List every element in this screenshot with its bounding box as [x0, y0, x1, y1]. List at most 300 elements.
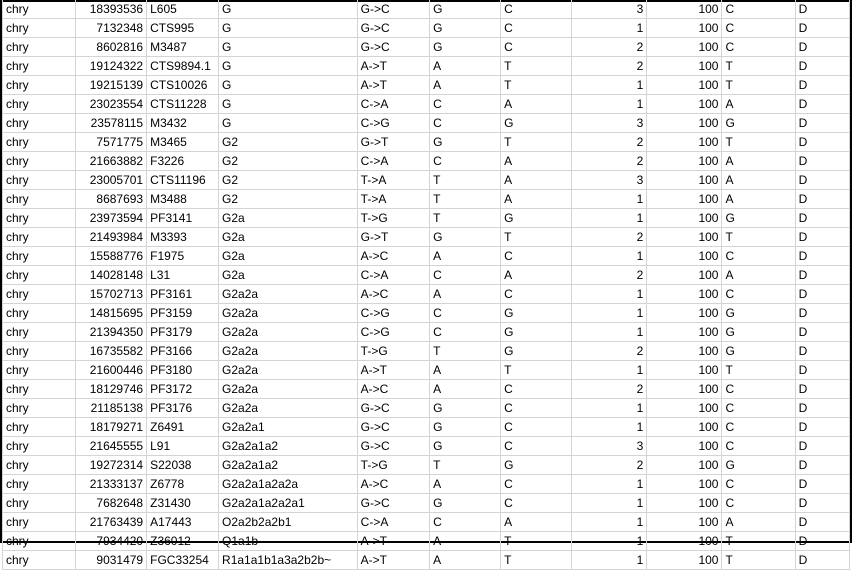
cell-pos[interactable]: 18179271: [76, 418, 147, 437]
cell-count[interactable]: 3: [572, 437, 647, 456]
cell-haplogroup[interactable]: G: [219, 114, 358, 133]
cell-call[interactable]: T: [722, 532, 795, 551]
cell-d[interactable]: D: [795, 456, 849, 475]
cell-anc[interactable]: A: [430, 380, 501, 399]
cell-snp[interactable]: CTS11196: [147, 171, 219, 190]
cell-pct[interactable]: 100: [647, 304, 722, 323]
cell-haplogroup[interactable]: G2a2a1: [219, 418, 358, 437]
cell-der[interactable]: C: [501, 285, 572, 304]
cell-count[interactable]: 3: [572, 0, 647, 19]
cell-d[interactable]: D: [795, 57, 849, 76]
cell-chr[interactable]: chry: [3, 76, 76, 95]
cell-call[interactable]: C: [722, 494, 795, 513]
cell-chr[interactable]: chry: [3, 133, 76, 152]
cell-call[interactable]: C: [722, 437, 795, 456]
cell-snp[interactable]: Z6491: [147, 418, 219, 437]
cell-mutation[interactable]: T->A: [357, 171, 429, 190]
cell-mutation[interactable]: A->T: [357, 551, 429, 570]
cell-count[interactable]: 1: [572, 361, 647, 380]
cell-d[interactable]: D: [795, 380, 849, 399]
cell-der[interactable]: G: [501, 342, 572, 361]
cell-snp[interactable]: PF3161: [147, 285, 219, 304]
cell-snp[interactable]: Z31430: [147, 494, 219, 513]
cell-call[interactable]: C: [722, 285, 795, 304]
cell-anc[interactable]: C: [430, 304, 501, 323]
cell-haplogroup[interactable]: G2a: [219, 209, 358, 228]
cell-snp[interactable]: CTS995: [147, 19, 219, 38]
cell-chr[interactable]: chry: [3, 0, 76, 19]
cell-chr[interactable]: chry: [3, 114, 76, 133]
cell-pct[interactable]: 100: [647, 342, 722, 361]
cell-pct[interactable]: 100: [647, 494, 722, 513]
cell-der[interactable]: A: [501, 266, 572, 285]
cell-call[interactable]: C: [722, 0, 795, 19]
cell-d[interactable]: D: [795, 437, 849, 456]
cell-count[interactable]: 1: [572, 19, 647, 38]
cell-d[interactable]: D: [795, 76, 849, 95]
cell-snp[interactable]: M3393: [147, 228, 219, 247]
cell-haplogroup[interactable]: G2a2a: [219, 323, 358, 342]
cell-pos[interactable]: 19215139: [76, 76, 147, 95]
cell-count[interactable]: 2: [572, 380, 647, 399]
cell-pos[interactable]: 14028148: [76, 266, 147, 285]
cell-pct[interactable]: 100: [647, 437, 722, 456]
cell-anc[interactable]: G: [430, 494, 501, 513]
cell-anc[interactable]: C: [430, 114, 501, 133]
cell-der[interactable]: T: [501, 57, 572, 76]
cell-chr[interactable]: chry: [3, 418, 76, 437]
cell-call[interactable]: C: [722, 247, 795, 266]
cell-count[interactable]: 1: [572, 190, 647, 209]
cell-count[interactable]: 2: [572, 38, 647, 57]
cell-pos[interactable]: 21645555: [76, 437, 147, 456]
cell-d[interactable]: D: [795, 399, 849, 418]
cell-mutation[interactable]: G->T: [357, 133, 429, 152]
cell-count[interactable]: 2: [572, 342, 647, 361]
cell-call[interactable]: T: [722, 76, 795, 95]
cell-snp[interactable]: CTS10026: [147, 76, 219, 95]
cell-call[interactable]: A: [722, 152, 795, 171]
cell-chr[interactable]: chry: [3, 342, 76, 361]
cell-pct[interactable]: 100: [647, 57, 722, 76]
cell-chr[interactable]: chry: [3, 95, 76, 114]
cell-count[interactable]: 3: [572, 114, 647, 133]
cell-mutation[interactable]: A->T: [357, 76, 429, 95]
cell-mutation[interactable]: A->C: [357, 285, 429, 304]
cell-pct[interactable]: 100: [647, 323, 722, 342]
cell-haplogroup[interactable]: G2: [219, 152, 358, 171]
cell-count[interactable]: 2: [572, 228, 647, 247]
cell-pos[interactable]: 23973594: [76, 209, 147, 228]
cell-count[interactable]: 1: [572, 399, 647, 418]
cell-der[interactable]: G: [501, 456, 572, 475]
cell-chr[interactable]: chry: [3, 190, 76, 209]
cell-snp[interactable]: S22038: [147, 456, 219, 475]
cell-snp[interactable]: M3487: [147, 38, 219, 57]
cell-pct[interactable]: 100: [647, 266, 722, 285]
cell-d[interactable]: D: [795, 285, 849, 304]
cell-chr[interactable]: chry: [3, 247, 76, 266]
cell-der[interactable]: C: [501, 247, 572, 266]
cell-anc[interactable]: C: [430, 323, 501, 342]
cell-der[interactable]: G: [501, 209, 572, 228]
cell-der[interactable]: C: [501, 418, 572, 437]
cell-mutation[interactable]: G->C: [357, 19, 429, 38]
cell-call[interactable]: C: [722, 399, 795, 418]
cell-chr[interactable]: chry: [3, 285, 76, 304]
cell-chr[interactable]: chry: [3, 171, 76, 190]
cell-d[interactable]: D: [795, 342, 849, 361]
cell-d[interactable]: D: [795, 114, 849, 133]
cell-anc[interactable]: A: [430, 247, 501, 266]
cell-chr[interactable]: chry: [3, 228, 76, 247]
cell-anc[interactable]: T: [430, 190, 501, 209]
cell-count[interactable]: 2: [572, 57, 647, 76]
cell-chr[interactable]: chry: [3, 323, 76, 342]
cell-pct[interactable]: 100: [647, 171, 722, 190]
cell-pct[interactable]: 100: [647, 532, 722, 551]
cell-pos[interactable]: 15588776: [76, 247, 147, 266]
cell-der[interactable]: C: [501, 19, 572, 38]
cell-count[interactable]: 2: [572, 152, 647, 171]
cell-anc[interactable]: C: [430, 152, 501, 171]
cell-call[interactable]: A: [722, 513, 795, 532]
cell-pos[interactable]: 7571775: [76, 133, 147, 152]
cell-call[interactable]: A: [722, 266, 795, 285]
cell-snp[interactable]: PF3180: [147, 361, 219, 380]
cell-haplogroup[interactable]: R1a1a1b1a3a2b2b~: [219, 551, 358, 570]
cell-snp[interactable]: PF3172: [147, 380, 219, 399]
cell-anc[interactable]: A: [430, 475, 501, 494]
cell-snp[interactable]: Z6778: [147, 475, 219, 494]
cell-pos[interactable]: 21185138: [76, 399, 147, 418]
cell-count[interactable]: 1: [572, 95, 647, 114]
cell-der[interactable]: C: [501, 0, 572, 19]
cell-pct[interactable]: 100: [647, 0, 722, 19]
cell-count[interactable]: 1: [572, 513, 647, 532]
cell-chr[interactable]: chry: [3, 266, 76, 285]
cell-call[interactable]: G: [722, 304, 795, 323]
cell-snp[interactable]: CTS9894.1: [147, 57, 219, 76]
cell-count[interactable]: 1: [572, 323, 647, 342]
cell-chr[interactable]: chry: [3, 551, 76, 570]
cell-haplogroup[interactable]: G2a2a1a2a2a: [219, 475, 358, 494]
cell-der[interactable]: A: [501, 513, 572, 532]
cell-der[interactable]: C: [501, 399, 572, 418]
cell-haplogroup[interactable]: G2: [219, 190, 358, 209]
cell-der[interactable]: T: [501, 551, 572, 570]
cell-pct[interactable]: 100: [647, 38, 722, 57]
cell-pos[interactable]: 18393536: [76, 0, 147, 19]
cell-anc[interactable]: A: [430, 57, 501, 76]
cell-der[interactable]: T: [501, 532, 572, 551]
cell-mutation[interactable]: A->T: [357, 57, 429, 76]
cell-anc[interactable]: G: [430, 133, 501, 152]
cell-haplogroup[interactable]: G2a2a: [219, 342, 358, 361]
cell-pos[interactable]: 7682648: [76, 494, 147, 513]
cell-d[interactable]: D: [795, 551, 849, 570]
cell-anc[interactable]: T: [430, 171, 501, 190]
cell-call[interactable]: C: [722, 38, 795, 57]
cell-d[interactable]: D: [795, 228, 849, 247]
cell-d[interactable]: D: [795, 209, 849, 228]
cell-haplogroup[interactable]: G2a: [219, 228, 358, 247]
cell-haplogroup[interactable]: O2a2b2a2b1: [219, 513, 358, 532]
cell-pos[interactable]: 21333137: [76, 475, 147, 494]
cell-pct[interactable]: 100: [647, 114, 722, 133]
cell-anc[interactable]: G: [430, 38, 501, 57]
cell-pct[interactable]: 100: [647, 513, 722, 532]
cell-anc[interactable]: A: [430, 551, 501, 570]
cell-haplogroup[interactable]: G2: [219, 133, 358, 152]
cell-anc[interactable]: A: [430, 361, 501, 380]
cell-call[interactable]: G: [722, 114, 795, 133]
cell-mutation[interactable]: G->C: [357, 418, 429, 437]
cell-pos[interactable]: 9031479: [76, 551, 147, 570]
cell-call[interactable]: C: [722, 475, 795, 494]
cell-count[interactable]: 1: [572, 475, 647, 494]
cell-call[interactable]: G: [722, 342, 795, 361]
cell-pct[interactable]: 100: [647, 551, 722, 570]
cell-snp[interactable]: L605: [147, 0, 219, 19]
cell-pos[interactable]: 23023554: [76, 95, 147, 114]
cell-der[interactable]: A: [501, 95, 572, 114]
cell-anc[interactable]: T: [430, 342, 501, 361]
cell-snp[interactable]: PF3176: [147, 399, 219, 418]
cell-anc[interactable]: T: [430, 456, 501, 475]
cell-anc[interactable]: G: [430, 437, 501, 456]
cell-pct[interactable]: 100: [647, 228, 722, 247]
cell-chr[interactable]: chry: [3, 38, 76, 57]
cell-haplogroup[interactable]: G2a2a1a2: [219, 437, 358, 456]
cell-haplogroup[interactable]: G: [219, 57, 358, 76]
cell-mutation[interactable]: C->G: [357, 114, 429, 133]
cell-d[interactable]: D: [795, 494, 849, 513]
cell-mutation[interactable]: G->C: [357, 0, 429, 19]
cell-pct[interactable]: 100: [647, 418, 722, 437]
cell-pos[interactable]: 14815695: [76, 304, 147, 323]
cell-mutation[interactable]: A->T: [357, 532, 429, 551]
cell-der[interactable]: C: [501, 494, 572, 513]
cell-d[interactable]: D: [795, 532, 849, 551]
cell-der[interactable]: C: [501, 437, 572, 456]
cell-mutation[interactable]: G->C: [357, 494, 429, 513]
cell-der[interactable]: C: [501, 38, 572, 57]
cell-count[interactable]: 1: [572, 247, 647, 266]
cell-chr[interactable]: chry: [3, 475, 76, 494]
cell-count[interactable]: 1: [572, 532, 647, 551]
cell-anc[interactable]: G: [430, 228, 501, 247]
cell-pct[interactable]: 100: [647, 152, 722, 171]
cell-pos[interactable]: 23005701: [76, 171, 147, 190]
cell-snp[interactable]: M3488: [147, 190, 219, 209]
cell-pct[interactable]: 100: [647, 456, 722, 475]
cell-pct[interactable]: 100: [647, 95, 722, 114]
cell-d[interactable]: D: [795, 0, 849, 19]
cell-snp[interactable]: M3432: [147, 114, 219, 133]
cell-d[interactable]: D: [795, 152, 849, 171]
cell-mutation[interactable]: G->C: [357, 437, 429, 456]
cell-haplogroup[interactable]: G2a2a1a2a2a1: [219, 494, 358, 513]
cell-call[interactable]: T: [722, 228, 795, 247]
cell-pos[interactable]: 21394350: [76, 323, 147, 342]
cell-count[interactable]: 1: [572, 494, 647, 513]
cell-call[interactable]: G: [722, 209, 795, 228]
cell-chr[interactable]: chry: [3, 380, 76, 399]
cell-snp[interactable]: L91: [147, 437, 219, 456]
cell-d[interactable]: D: [795, 247, 849, 266]
cell-call[interactable]: A: [722, 171, 795, 190]
cell-anc[interactable]: A: [430, 76, 501, 95]
cell-chr[interactable]: chry: [3, 437, 76, 456]
cell-mutation[interactable]: C->A: [357, 95, 429, 114]
cell-snp[interactable]: PF3166: [147, 342, 219, 361]
cell-call[interactable]: C: [722, 19, 795, 38]
cell-pos[interactable]: 21763439: [76, 513, 147, 532]
cell-pct[interactable]: 100: [647, 361, 722, 380]
cell-snp[interactable]: L31: [147, 266, 219, 285]
cell-chr[interactable]: chry: [3, 304, 76, 323]
cell-der[interactable]: C: [501, 475, 572, 494]
cell-mutation[interactable]: C->G: [357, 304, 429, 323]
cell-pct[interactable]: 100: [647, 190, 722, 209]
cell-der[interactable]: G: [501, 323, 572, 342]
cell-der[interactable]: T: [501, 361, 572, 380]
cell-anc[interactable]: T: [430, 209, 501, 228]
cell-call[interactable]: T: [722, 57, 795, 76]
cell-d[interactable]: D: [795, 475, 849, 494]
cell-haplogroup[interactable]: G: [219, 19, 358, 38]
cell-d[interactable]: D: [795, 190, 849, 209]
cell-call[interactable]: C: [722, 380, 795, 399]
cell-d[interactable]: D: [795, 323, 849, 342]
cell-der[interactable]: A: [501, 152, 572, 171]
cell-der[interactable]: T: [501, 133, 572, 152]
cell-chr[interactable]: chry: [3, 513, 76, 532]
cell-d[interactable]: D: [795, 361, 849, 380]
cell-der[interactable]: T: [501, 228, 572, 247]
cell-d[interactable]: D: [795, 304, 849, 323]
cell-mutation[interactable]: G->C: [357, 399, 429, 418]
cell-mutation[interactable]: A->C: [357, 380, 429, 399]
cell-pct[interactable]: 100: [647, 133, 722, 152]
cell-haplogroup[interactable]: G2a2a: [219, 361, 358, 380]
cell-snp[interactable]: Z36012: [147, 532, 219, 551]
cell-mutation[interactable]: T->G: [357, 342, 429, 361]
cell-pos[interactable]: 16735582: [76, 342, 147, 361]
cell-der[interactable]: A: [501, 171, 572, 190]
cell-mutation[interactable]: C->G: [357, 323, 429, 342]
cell-snp[interactable]: M3465: [147, 133, 219, 152]
cell-d[interactable]: D: [795, 38, 849, 57]
cell-anc[interactable]: A: [430, 532, 501, 551]
cell-haplogroup[interactable]: G2a2a: [219, 304, 358, 323]
cell-pos[interactable]: 8687693: [76, 190, 147, 209]
cell-count[interactable]: 2: [572, 266, 647, 285]
cell-snp[interactable]: PF3179: [147, 323, 219, 342]
cell-count[interactable]: 1: [572, 209, 647, 228]
cell-call[interactable]: T: [722, 551, 795, 570]
cell-pos[interactable]: 21600446: [76, 361, 147, 380]
cell-anc[interactable]: A: [430, 285, 501, 304]
cell-mutation[interactable]: T->G: [357, 456, 429, 475]
cell-snp[interactable]: F3226: [147, 152, 219, 171]
cell-call[interactable]: T: [722, 361, 795, 380]
cell-anc[interactable]: C: [430, 95, 501, 114]
cell-pos[interactable]: 21663882: [76, 152, 147, 171]
cell-pos[interactable]: 19124322: [76, 57, 147, 76]
cell-pos[interactable]: 19272314: [76, 456, 147, 475]
cell-count[interactable]: 1: [572, 551, 647, 570]
cell-mutation[interactable]: T->G: [357, 209, 429, 228]
cell-d[interactable]: D: [795, 19, 849, 38]
cell-d[interactable]: D: [795, 513, 849, 532]
cell-call[interactable]: G: [722, 456, 795, 475]
cell-count[interactable]: 2: [572, 456, 647, 475]
cell-pos[interactable]: 21493984: [76, 228, 147, 247]
cell-chr[interactable]: chry: [3, 456, 76, 475]
cell-mutation[interactable]: C->A: [357, 266, 429, 285]
cell-anc[interactable]: C: [430, 513, 501, 532]
cell-chr[interactable]: chry: [3, 152, 76, 171]
cell-chr[interactable]: chry: [3, 209, 76, 228]
cell-mutation[interactable]: C->A: [357, 513, 429, 532]
cell-haplogroup[interactable]: G: [219, 95, 358, 114]
cell-mutation[interactable]: A->T: [357, 361, 429, 380]
cell-pos[interactable]: 15702713: [76, 285, 147, 304]
cell-der[interactable]: T: [501, 76, 572, 95]
cell-haplogroup[interactable]: G2: [219, 171, 358, 190]
cell-haplogroup[interactable]: G: [219, 76, 358, 95]
cell-d[interactable]: D: [795, 133, 849, 152]
cell-chr[interactable]: chry: [3, 399, 76, 418]
cell-haplogroup[interactable]: G: [219, 0, 358, 19]
cell-d[interactable]: D: [795, 418, 849, 437]
cell-der[interactable]: C: [501, 380, 572, 399]
cell-call[interactable]: T: [722, 133, 795, 152]
cell-der[interactable]: A: [501, 190, 572, 209]
cell-count[interactable]: 1: [572, 285, 647, 304]
cell-pos[interactable]: 7132348: [76, 19, 147, 38]
cell-snp[interactable]: A17443: [147, 513, 219, 532]
cell-chr[interactable]: chry: [3, 19, 76, 38]
cell-snp[interactable]: F1975: [147, 247, 219, 266]
cell-haplogroup[interactable]: G: [219, 38, 358, 57]
cell-call[interactable]: A: [722, 190, 795, 209]
cell-pct[interactable]: 100: [647, 399, 722, 418]
cell-mutation[interactable]: A->C: [357, 247, 429, 266]
cell-pct[interactable]: 100: [647, 380, 722, 399]
cell-pos[interactable]: 18129746: [76, 380, 147, 399]
cell-chr[interactable]: chry: [3, 57, 76, 76]
cell-count[interactable]: 1: [572, 418, 647, 437]
cell-d[interactable]: D: [795, 171, 849, 190]
cell-haplogroup[interactable]: G2a2a: [219, 380, 358, 399]
cell-pct[interactable]: 100: [647, 475, 722, 494]
cell-snp[interactable]: PF3141: [147, 209, 219, 228]
cell-call[interactable]: G: [722, 323, 795, 342]
cell-count[interactable]: 1: [572, 304, 647, 323]
cell-snp[interactable]: PF3159: [147, 304, 219, 323]
cell-anc[interactable]: G: [430, 0, 501, 19]
cell-pct[interactable]: 100: [647, 76, 722, 95]
cell-mutation[interactable]: C->A: [357, 152, 429, 171]
cell-pct[interactable]: 100: [647, 285, 722, 304]
cell-anc[interactable]: G: [430, 399, 501, 418]
cell-call[interactable]: C: [722, 418, 795, 437]
cell-mutation[interactable]: A->C: [357, 475, 429, 494]
cell-mutation[interactable]: G->T: [357, 228, 429, 247]
